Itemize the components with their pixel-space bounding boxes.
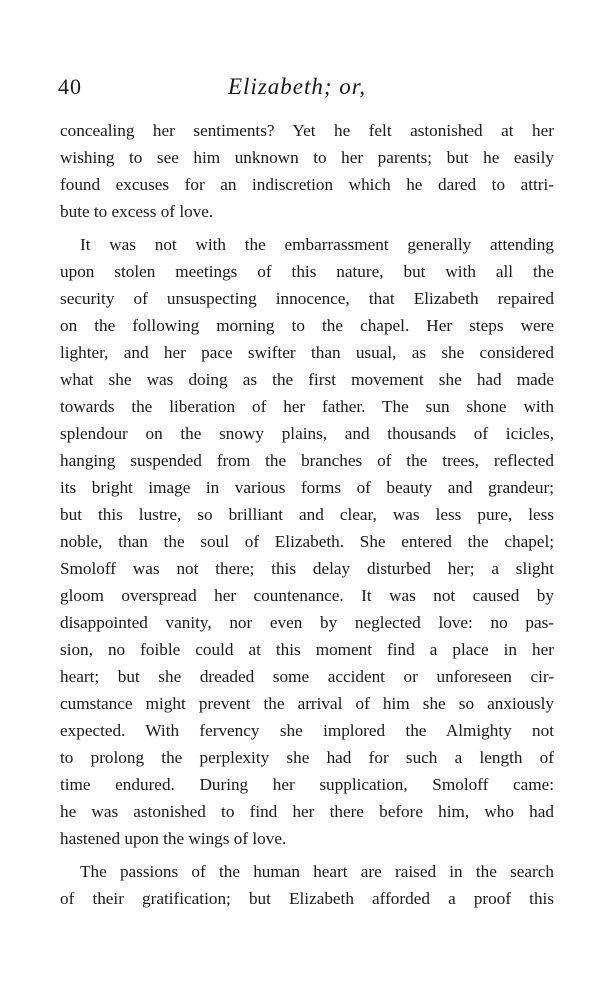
text-line: towards the liberation of her father. The sun shone with bbox=[60, 397, 554, 416]
text-line: of their gratification; but Elizabeth afforded a proof this bbox=[60, 889, 554, 908]
text-line: cumstance might prevent the arrival of him she so anxiously bbox=[60, 694, 554, 713]
text-line: security of unsuspecting innocence, that Elizabeth repaired bbox=[60, 289, 554, 308]
text-line: time endured. During her supplication, Smoloff came: bbox=[60, 775, 554, 794]
page-number: 40 bbox=[58, 74, 82, 99]
paragraph bbox=[60, 858, 554, 912]
text-line: bute to excess of love. bbox=[60, 202, 214, 221]
text-line: what she was doing as the first movement she had made bbox=[60, 370, 554, 389]
paragraph bbox=[60, 231, 554, 852]
page-header bbox=[58, 74, 552, 108]
text-line: found excuses for an indiscretion which he dared to attri- bbox=[60, 175, 554, 194]
body-text bbox=[60, 117, 554, 912]
text-line: The passions of the human heart are raised in the search bbox=[80, 862, 554, 881]
paragraph bbox=[60, 117, 554, 225]
text-line: concealing her sentiments? Yet he felt astonished at her bbox=[60, 121, 554, 140]
text-line: hanging suspended from the branches of the trees, reflected bbox=[60, 451, 554, 470]
text-line: but this lustre, so brilliant and clear, was less pure, less bbox=[60, 505, 554, 524]
text-line: disappointed vanity, nor even by neglected love: no pas- bbox=[60, 613, 554, 632]
text-line: upon stolen meetings of this nature, but with all the bbox=[60, 262, 554, 281]
text-line: expected. With fervency she implored the Almighty not bbox=[60, 721, 554, 740]
text-line: to prolong the perplexity she had for such a length of bbox=[60, 748, 554, 767]
text-line: sion, no foible could at this moment find a place in her bbox=[60, 640, 554, 659]
text-line: its bright image in various forms of beauty and grandeur; bbox=[60, 478, 554, 497]
text-line: Smoloff was not there; this delay disturbed her; a slight bbox=[60, 559, 554, 578]
text-line: he was astonished to find her there before him, who had bbox=[60, 802, 554, 821]
text-line: It was not with the embarrassment generally attending bbox=[80, 235, 554, 254]
text-line: lighter, and her pace swifter than usual, as she considered bbox=[60, 343, 554, 362]
text-line: splendour on the snowy plains, and thousands of icicles, bbox=[60, 424, 554, 443]
text-line: heart; but she dreaded some accident or unforeseen cir- bbox=[60, 667, 554, 686]
running-title: Elizabeth; or, bbox=[228, 74, 366, 99]
text-line: on the following morning to the chapel. Her steps were bbox=[60, 316, 554, 335]
text-line: gloom overspread her countenance. It was not caused by bbox=[60, 586, 554, 605]
text-line: wishing to see him unknown to her parents; but he easily bbox=[60, 148, 554, 167]
text-line: noble, than the soul of Elizabeth. She entered the chapel; bbox=[60, 532, 554, 551]
text-line: hastened upon the wings of love. bbox=[60, 829, 287, 848]
